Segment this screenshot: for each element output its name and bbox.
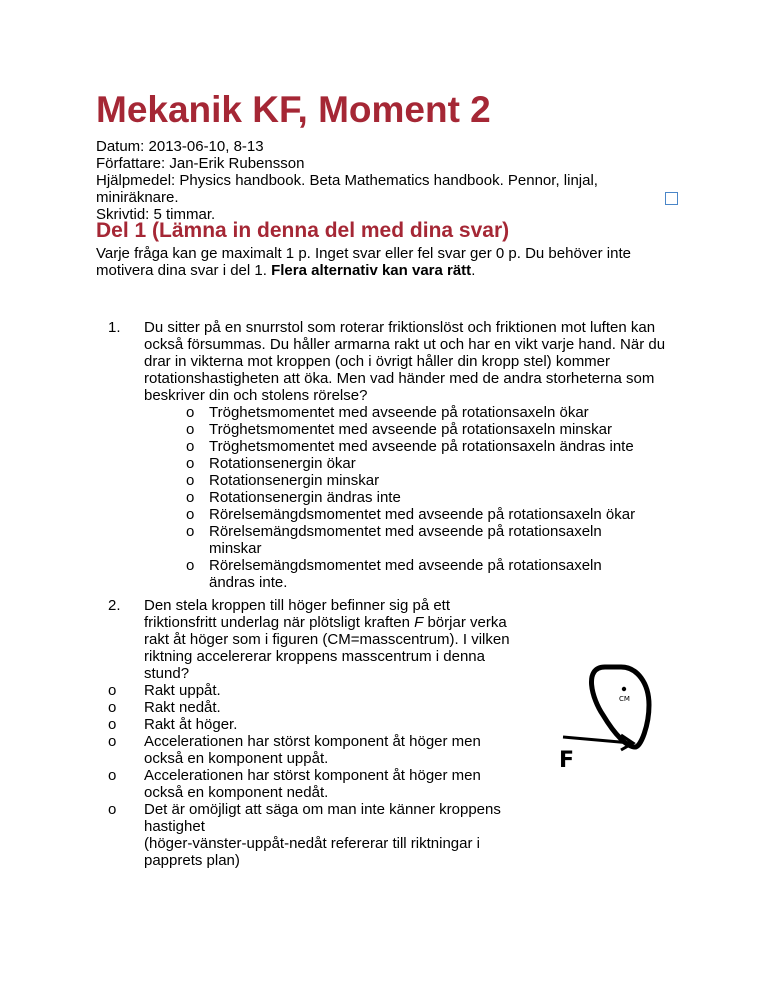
- question-1: [96, 319, 696, 591]
- question-text: [144, 597, 514, 682]
- option-label: Rörelsemängdsmomentet med avseende på rotationsaxeln minskar: [209, 523, 602, 557]
- bullet: o: [108, 767, 117, 784]
- option-label: Rakt åt höger.: [144, 716, 238, 733]
- option-item[interactable]: [96, 716, 514, 733]
- question-number: 2.: [108, 597, 121, 614]
- exam-aids: Hjälpmedel: Physics handbook. Beta Mathematics handbook. Pennor, linjal, miniräknare.: [96, 172, 598, 206]
- option-item[interactable]: [96, 682, 514, 699]
- force-symbol: F: [414, 614, 424, 631]
- option-label: Rotationsenergin ökar: [209, 455, 356, 472]
- option-item[interactable]: [96, 404, 647, 421]
- checkbox[interactable]: [665, 192, 678, 205]
- bullet: o: [186, 455, 195, 472]
- bullet: o: [108, 699, 117, 716]
- question-text: Du sitter på en snurrstol som roterar friktionslöst och friktionen mot luften kan också försummas. Du håller armarna rakt ut och har en vikt varje hand. När du drar in vikterna mot kroppen (och i övrigt håller din kropp stel) kommer rotationshastigheten att öka. Men vad händer med de andra storheterna som beskriver din och stolens rörelse?: [144, 319, 666, 404]
- direction-note: (höger-vänster-uppåt-nedåt refererar till riktningar i papprets plan): [144, 835, 480, 869]
- option-item[interactable]: [96, 699, 514, 716]
- option-label: Accelerationen har störst komponent åt höger men också en komponent uppåt.: [144, 733, 481, 767]
- option-item[interactable]: [96, 489, 647, 506]
- intro-bold-text: Flera alternativ kan vara rätt: [271, 262, 472, 279]
- bullet: o: [186, 421, 195, 438]
- question-2: [96, 597, 516, 869]
- option-label: Tröghetsmomentet med avseende på rotationsaxeln minskar: [209, 421, 612, 438]
- question-number: 1.: [108, 319, 121, 336]
- exam-time: Skrivtid: 5 timmar.: [96, 206, 216, 223]
- option-label: Rakt nedåt.: [144, 699, 221, 716]
- option-label: Accelerationen har störst komponent åt höger men också en komponent nedåt.: [144, 767, 481, 801]
- force-label: F: [559, 748, 575, 773]
- bullet: o: [108, 682, 117, 699]
- bullet: o: [186, 472, 195, 489]
- option-label: Tröghetsmomentet med avseende på rotationsaxeln ändras inte: [209, 438, 634, 455]
- intro-text: Varje fråga kan ge maximalt 1 p. Inget svar eller fel svar ger 0 p. Du behöver inte motivera dina svar i del 1.: [96, 245, 631, 279]
- option-item[interactable]: [96, 421, 647, 438]
- bullet: o: [108, 733, 117, 750]
- option-list: [96, 404, 696, 591]
- option-item[interactable]: [96, 472, 647, 489]
- option-label: Det är omöjligt att säga om man inte känner kroppens hastighet: [144, 801, 501, 835]
- option-item[interactable]: [96, 767, 514, 801]
- option-list: [96, 682, 516, 835]
- option-item[interactable]: [96, 523, 647, 557]
- exam-metadata: [96, 138, 636, 223]
- section-heading: Del 1 (Lämna in denna del med dina svar): [96, 219, 510, 242]
- cm-dot: [622, 687, 626, 691]
- option-label: Tröghetsmomentet med avseende på rotationsaxeln ökar: [209, 404, 589, 421]
- question-text-part: Den stela kroppen till höger befinner sig på ett friktionsfritt underlag när plötsligt kraften: [144, 597, 451, 631]
- option-item[interactable]: [96, 438, 647, 455]
- option-label: Rörelsemängdsmomentet med avseende på rotationsaxeln ändras inte.: [209, 557, 602, 591]
- rigid-body-outline: [591, 667, 649, 747]
- option-label: Rakt uppåt.: [144, 682, 221, 699]
- exam-title: Mekanik KF, Moment 2: [96, 89, 491, 130]
- option-label: Rotationsenergin minskar: [209, 472, 380, 489]
- section-intro: [96, 245, 686, 279]
- bullet: o: [108, 801, 117, 818]
- exam-author: Författare: Jan-Erik Rubensson: [96, 155, 305, 172]
- option-item[interactable]: [96, 506, 647, 523]
- option-item[interactable]: [96, 455, 647, 472]
- bullet: o: [186, 489, 195, 506]
- bullet: o: [186, 523, 195, 540]
- intro-end: .: [471, 262, 476, 279]
- cm-label: CM: [619, 695, 630, 703]
- bullet: o: [186, 438, 195, 455]
- rigid-body-figure: [545, 655, 685, 785]
- bullet: o: [186, 506, 195, 523]
- option-label: Rörelsemängdsmomentet med avseende på rotationsaxeln ökar: [209, 506, 636, 523]
- question-text-part: börjar verka rakt åt höger som i figuren (CM=masscentrum). I vilken riktning accelererar kroppens masscentrum i denna stund?: [144, 614, 510, 682]
- exam-date: Datum: 2013-06-10, 8-13: [96, 138, 264, 155]
- bullet: o: [186, 404, 195, 421]
- bullet: o: [108, 716, 117, 733]
- option-item[interactable]: [96, 557, 647, 591]
- option-item[interactable]: [96, 733, 514, 767]
- option-label: Rotationsenergin ändras inte: [209, 489, 401, 506]
- bullet: o: [186, 557, 195, 574]
- option-item[interactable]: [96, 801, 514, 835]
